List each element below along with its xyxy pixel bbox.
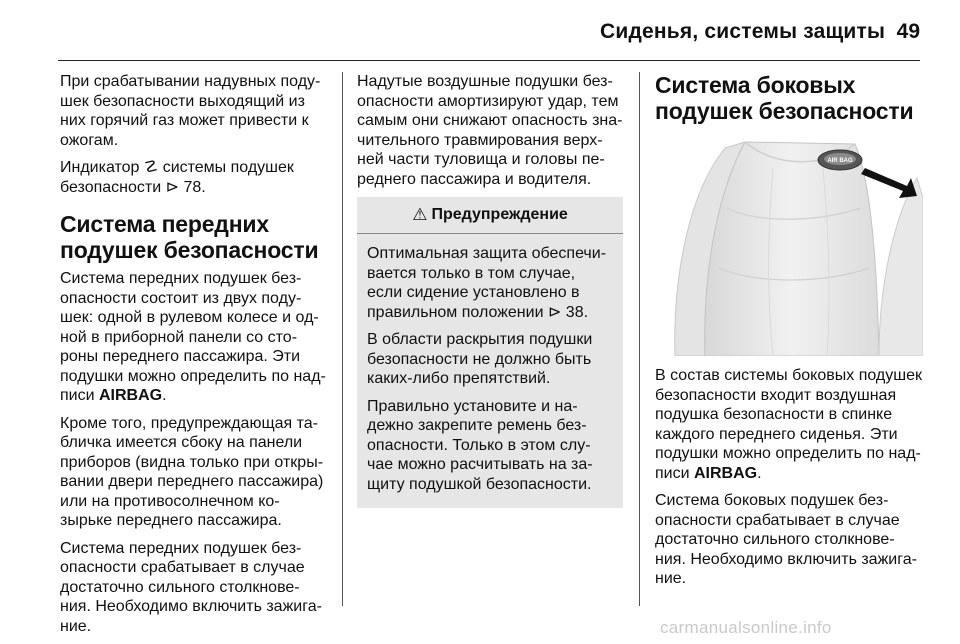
warning-body: [357, 234, 623, 508]
paragraph: [60, 269, 330, 406]
airbag-label-text: AIRBAG: [693, 464, 758, 482]
warning-icon: ⚠: [412, 205, 428, 225]
paragraph: Система боковых подушек без- опасности срабатывает в случае достаточно сильного столкнове- ния. Необходимо включить зажига- ние.: [655, 492, 917, 587]
airbag-label-text: AIRBAG: [98, 387, 163, 404]
warning-box: [357, 197, 623, 508]
column-divider: [342, 72, 343, 606]
warning-title: Предупреждение: [431, 206, 568, 224]
column-middle: [357, 72, 623, 508]
paragraph: При срабатывании надувных поду- шек безопасности выходящий из них горячий газ может привести к ожогам.: [60, 73, 321, 149]
paragraph: Система передних подушек без- опасности срабатывает в случае достаточно сильного столкнове- ния. Необходимо включить зажига- ние.: [60, 539, 322, 635]
section-heading: Система передних подушек безопасности: [60, 211, 319, 263]
paragraph: [655, 366, 923, 483]
page-header: [58, 0, 920, 61]
column-left: [60, 72, 330, 644]
text: .: [162, 387, 167, 404]
paragraph: Кроме того, предупреждающая та- бличка имеется сбоку на панели приборов (видна только при откры- вании двери переднего пассажира) или на противосолнечном ко- зырьке переднего пассажира.: [60, 414, 324, 529]
section-heading: Система боковых подушек безопасности: [655, 72, 914, 124]
paragraph: В области раскрытия подушки безопасности не должно быть каких-либо препятствий.: [367, 331, 593, 387]
text: Оптимальная защита обеспечи- вается только в том случае, если сидение установлено в правильном положении: [367, 245, 607, 321]
text: .: [757, 464, 762, 482]
page-number: 49: [896, 20, 920, 43]
warning-header: [357, 197, 623, 234]
paragraph: Правильно установите и на- дежно закрепите ремень без- опасности. Только в этом слу- чае можно расчитывать на за- щиту подушкой безопасности.: [367, 397, 593, 493]
text: Индикатор: [60, 159, 144, 176]
page-reference-link[interactable]: ⊳ 78.: [165, 178, 206, 196]
page-reference-link[interactable]: ⊳ 38.: [547, 303, 589, 321]
paragraph: [367, 244, 613, 322]
airbag-indicator-icon: ☡: [143, 159, 159, 176]
column-divider: [639, 72, 640, 606]
paragraph: Надутые воздушные подушки без- опасности амортизируют удар, тем самым они снижают опасность зна- чительного травмирования верх- ней части туловища и головы пе- реднего пассажира и водителя.: [357, 73, 623, 188]
text: системы подушек безопасности: [60, 159, 294, 196]
column-right: [655, 72, 923, 597]
text: В состав системы боковых подушек безопасности входит воздушная подушка безопасности в спинке каждого переднего сиденья. Эти подушки можно определить по над- писи: [655, 367, 922, 482]
paragraph: [60, 158, 330, 197]
side-airbag-seat-illustration: [655, 138, 923, 356]
page-title: Сиденья, системы защиты: [600, 20, 886, 43]
airbag-emblem-text: AIR BAG: [827, 158, 853, 164]
watermark: carmanualsonline.info: [660, 618, 832, 637]
text: Система передних подушек без- опасности состоит из двух поду- шек: одной в рулевом колесе и од- ной в приборной панели со сто- роны переднего пассажира. Эти подушки можно определить по над- писи: [60, 270, 326, 404]
